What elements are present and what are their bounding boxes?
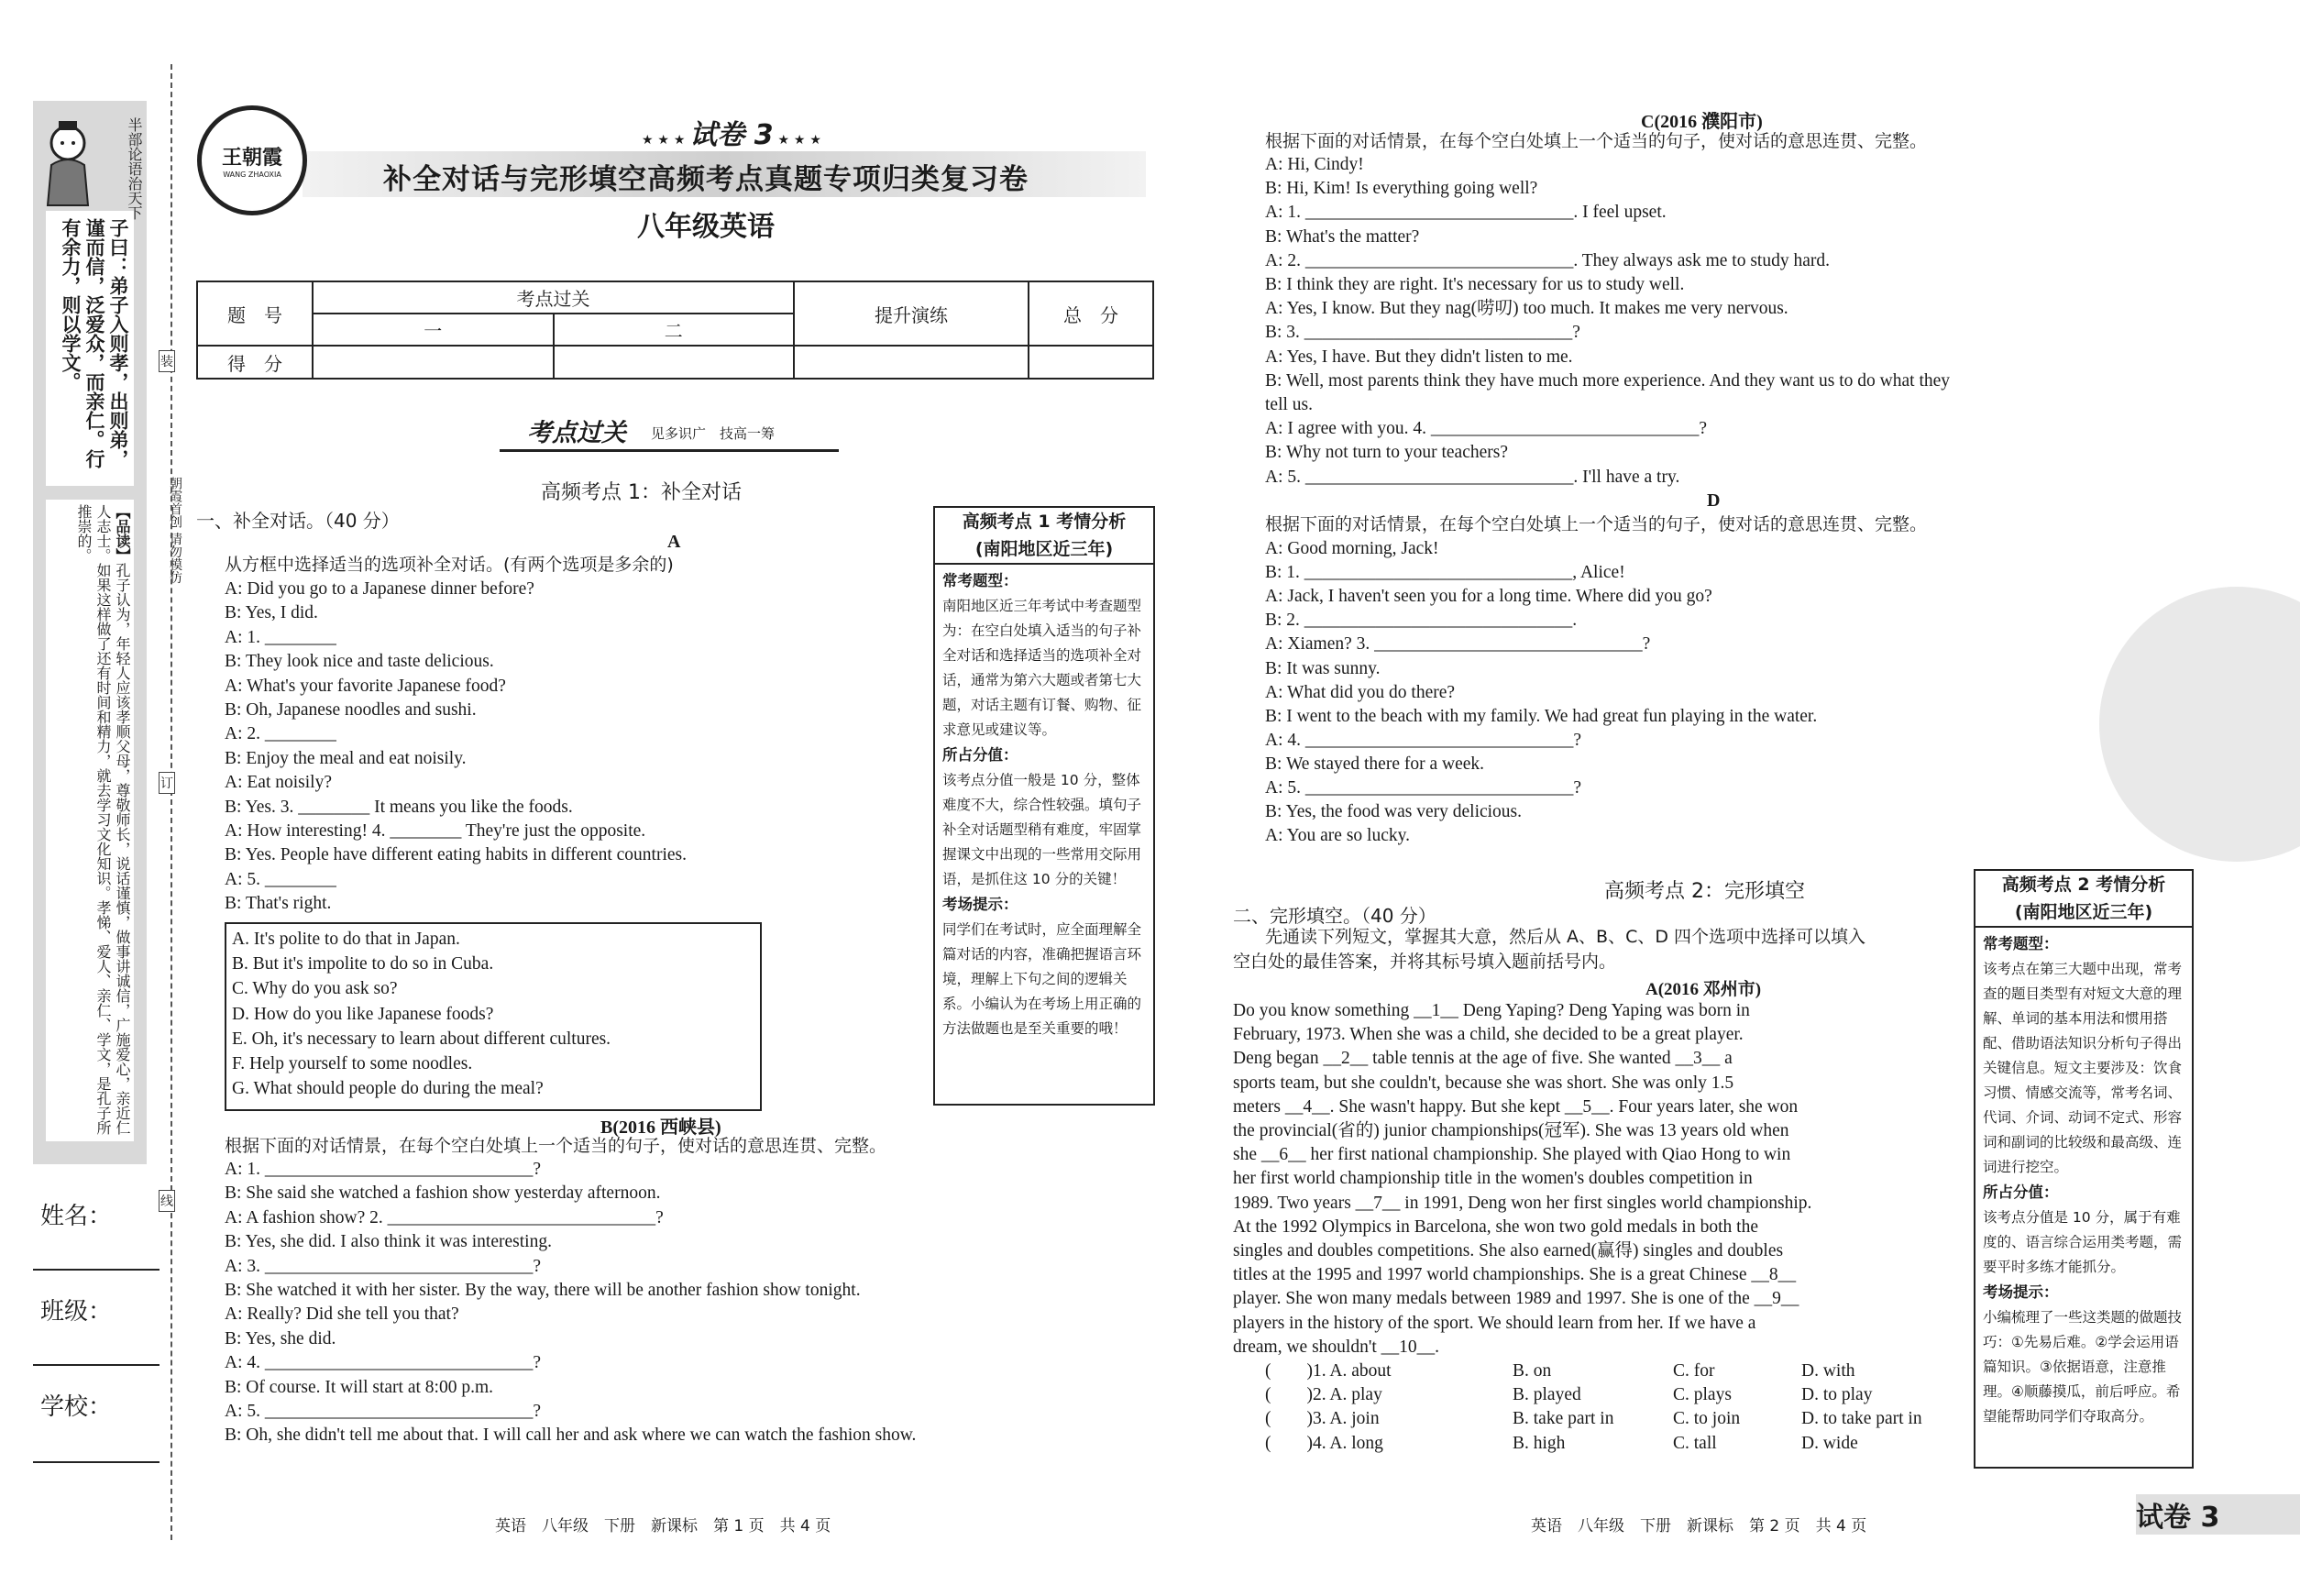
score-cell-3[interactable] [794,346,1029,379]
choice-option: C. plays [1673,1385,1732,1405]
analysis-2-p1: 该考点在第三大题中出现，常考查的题目类型有对短文大意的理解、单词的基本用法和惯用搭配、借助语法知识分析句子得出关键信息。短文主要涉及：饮食习惯、情感交流等，常考名词、代词、介词、动词不定式、形容词和副词的比较级和最高级、连词进行挖空。 [1983,961,2183,1175]
dialogue-line: B: Oh, she didn't tell me about that. I will call her and ask where we can watch the fashion show. [225,1425,917,1446]
dialogue-line: A: 2. ______________________________. They always ask me to study hard. [1265,250,1831,270]
choice-option: C. to join [1673,1409,1741,1429]
dialogue-line: B: That's right. [225,894,332,914]
dialogue-line: B: She watched it with her sister. By the way, there will be another fashion show tonight. [225,1281,861,1300]
dialogue-line: B: Yes, she did. [225,1328,336,1348]
dialogue-line: A: Yes, I know. But they nag(唠叨) too much. It makes me very nervous. [1265,299,1788,319]
part-a-label: A [667,532,681,552]
school-input-line[interactable] [33,1461,160,1463]
binding-mark-2: 订 [159,772,175,794]
analysis-box-1 [933,506,1155,1106]
dialogue-line: A: Hi, Cindy! [1265,155,1364,174]
section-2-instruction-2: 空白处的最佳答案，并将其标号填入题前括号内。 [1233,952,1617,972]
dialogue-line: A: 1. ______________________________? [225,1160,542,1179]
dialogue-line: B: Enjoy the meal and eat noisily. [225,748,467,768]
section-banner [500,411,839,452]
dialogue-line: A: 1. ________ [225,627,336,647]
passage-line: sports team, but she couldn't, because she was short. She was only 1.5 [1233,1073,1734,1093]
footer-page-2: 英语 八年级 下册 新课标 第 2 页 共 4 页 [1531,1517,1867,1535]
score-col-total: 总 分 [1029,281,1153,346]
dialogue-line: A: 4. ______________________________? [1265,730,1582,750]
choice-option: D. to take part in [1801,1409,1922,1429]
analysis-1-subtitle: (南阳地区近三年) [974,539,1114,559]
dialogue-line: B: We stayed there for a week. [1265,754,1485,774]
dialogue-line: A: What did you do there? [1265,682,1456,702]
dialogue-line: B: Yes. 3. ________ It means you like the foods. [225,797,573,817]
star-icon: ★ ★ ★ [773,133,821,148]
dialogue-line: B: Yes, she did. I also think it was interesting. [225,1232,552,1252]
banner-slogan: 见多识广 技高一筹 [651,425,776,442]
choice-option: C. tall [1673,1433,1717,1453]
option-item: E. Oh, it's necessary to learn about different cultures. [232,1029,611,1049]
dialogue-line: A: 5. ______________________________? [225,1402,542,1421]
dialogue-line: A: What's your favorite Japanese food? [225,676,506,696]
dialogue-line: tell us. [1265,395,1313,414]
analysis-2-p3: 小编梳理了一些这类题的做题技巧：①先易后难。②学会运用语篇知识。③依据语意，注意推理。④顺藤摸瓜，前后呼应。希望能帮助同学们夺取高分。 [1983,1309,2183,1425]
dialogue-line: B: Well, most parents think they have much more experience. And they want us to do what they [1265,370,1951,391]
page-subtitle: 八年级英语 [637,211,775,243]
passage-line: her first world championship title in the women's doubles competition in [1233,1169,1753,1189]
logo-subtext: WANG ZHAOXIA [223,171,281,179]
dialogue-line: A: Did you go to a Japanese dinner before? [225,579,534,599]
option-item: C. Why do you ask so? [232,979,398,999]
score-cell-1[interactable] [313,346,554,379]
part-b-label: B(2016 西峡县) [600,1117,721,1138]
choice-option: D. wide [1801,1433,1858,1453]
name-label: 姓名： [40,1203,113,1230]
score-row-label: 题 号 [197,281,313,346]
dialogue-line: A: 5. ______________________________? [1265,778,1582,798]
analysis-1-title: 高频考点 1 考情分析 [962,512,1127,532]
passage-line: At the 1992 Olympics in Barcelona, she won two gold medals in both the [1233,1216,1758,1237]
name-input-line[interactable] [33,1269,160,1271]
part-d-label: D [1707,490,1721,511]
score-table [196,281,1154,380]
star-icon: ★ ★ ★ [642,133,690,148]
score-col-1: 一 [313,314,554,346]
banner-main: 考点过关 [527,419,626,447]
analysis-2-title: 高频考点 2 考情分析 [2001,875,2166,895]
binding-mark-1: 装 [159,350,175,372]
dialogue-line: B: Oh, Japanese noodles and sushi. [225,700,477,720]
dialogue-line: A: Really? Did she tell you that? [225,1304,459,1325]
dialogue-line: A: Good morning, Jack! [1265,539,1439,558]
dialogue-line: B: Hi, Kim! Is everything going well? [1265,179,1538,199]
choice-option: D. with [1801,1361,1855,1381]
dialogue-line: B: Yes, the food was very delicious. [1265,802,1523,822]
choice-option: D. to play [1801,1385,1873,1405]
margin-note-copyright: 朝霞首创 请勿模仿 [168,477,182,584]
passage-line: she __6__ her first national championship. She played with Qiao Hong to win [1233,1145,1791,1165]
dialogue-line: A: 1. ______________________________. I feel upset. [1265,203,1667,223]
paper-tag [642,112,821,152]
passage-line: the provincial(省的) junior championships(冠军). She was 13 years old when [1233,1121,1789,1140]
logo-text: 王朝霞 [221,147,282,170]
class-input-line[interactable] [33,1364,160,1366]
confucius-icon [40,117,95,209]
passage-line: player. She won many medals between 1989 and 1997. She is one of the __9__ [1233,1289,1799,1309]
commentary-text [51,504,132,1146]
analysis-1-p1: 南阳地区近三年考试中考查题型为：在空白处填入适当的句子补全对话和选择适当的选项补全对话，通常为第六大题或者第七大题，对话主题有订餐、购物、征求意见或建议等。 [942,598,1142,738]
analysis-1-h1: 常考题型： [942,572,1018,589]
dialogue-line: A: 3. ______________________________? [225,1256,542,1276]
passage-line: singles and doubles competitions. She also earned(赢得) singles and doubles [1233,1241,1784,1260]
footer-page-1: 英语 八年级 下册 新课标 第 1 页 共 4 页 [495,1517,831,1535]
score-col-practice: 提升演练 [794,281,1029,346]
dialogue-line: B: They look nice and taste delicious. [225,652,494,672]
confucius-quote: 子曰：弟子入则孝，出则弟，谨而信，泛爱众，而亲仁。行有余力，则以学文。 [60,218,129,468]
choice-option: B. take part in [1513,1409,1614,1429]
score-col-2: 二 [554,314,795,346]
watermark-stamp [2099,587,2300,862]
section-2-heading: 二、完形填空。（40 分） [1233,905,1436,927]
binding-mark-3: 线 [159,1190,175,1212]
class-label: 班级： [40,1298,113,1326]
dialogue-line: A: A fashion show? 2. ______________________________? [225,1207,664,1227]
dialogue-line: A: How interesting! 4. ________ They're just the opposite. [225,821,646,841]
strip-top-label: 半部论语治天下 [126,117,143,220]
choice-option: B. on [1513,1361,1552,1381]
kaodian-2-title: 高频考点 2：完形填空 [1604,880,1805,903]
dialogue-line: A: You are so lucky. [1265,826,1410,846]
dialogue-line: B: Of course. It will start at 8:00 p.m. [225,1377,493,1397]
dialogue-line: B: Why not turn to your teachers? [1265,443,1508,463]
score-group-header: 考点过关 [313,281,794,314]
dialogue-line: B: I went to the beach with my family. We had great fun playing in the water. [1265,706,1818,726]
commentary-label: 【品读】 [114,504,131,563]
analysis-1-p3: 同学们在考试时，应全面理解全篇对话的内容，准确把握语言环境，理解上下句之间的逻辑关系。小编认为在考场上用正确的方法做题也是至关重要的哦！ [942,921,1142,1037]
score-cell-2[interactable] [554,346,795,379]
part-d-instruction: 根据下面的对话情景，在每个空白处填上一个适当的句子，使对话的意思连贯、完整。 [1265,514,1928,534]
analysis-2-h1: 常考题型： [1983,935,2059,952]
passage-line: Do you know something __1__ Deng Yaping? Deng Yaping was born in [1233,1001,1750,1020]
dialogue-line: A: Yes, I have. But they didn't listen to me. [1265,347,1573,367]
passage-line: meters __4__. She wasn't happy. But she kept __5__. Four years later, she won [1233,1096,1799,1117]
commentary-body: 孔子认为，年轻人应该孝顺父母，尊敬师长，说话谨慎，做事讲诚信，广施爱心，亲近仁人志士。如果这样做了还有时间和精力，就去学习文化知识。孝悌、爱人、亲仁、学文，是孔子所推崇的。 [75,504,131,1135]
choice-question[interactable]: ( )2. A. play [1265,1385,1382,1405]
dialogue-line: A: Eat noisily? [225,773,332,793]
analysis-2-subtitle: (南阳地区近三年) [2014,902,2153,922]
part-c-instruction: 根据下面的对话情景，在每个空白处填上一个适当的句子，使对话的意思连贯、完整。 [1265,131,1928,151]
dialogue-line: B: 1. ______________________________, Alice! [1265,563,1625,583]
analysis-1-h2: 所占分值： [942,746,1018,764]
page-title: 补全对话与完形填空高频考点真题专项归类复习卷 [383,163,1029,196]
option-item: A. It's polite to do that in Japan. [232,930,460,949]
dialogue-line: A: I agree with you. 4. ______________________________? [1265,419,1708,439]
passage-line: dream, we shouldn't __10__. [1233,1337,1440,1357]
dialogue-line: A: Jack, I haven't seen you for a long time. Where did you go? [1265,587,1712,607]
passage-line: players in the history of the sport. We should learn from her. If we have a [1233,1313,1756,1333]
choice-option: B. played [1513,1385,1581,1405]
dialogue-line: B: She said she watched a fashion show yesterday afternoon. [225,1183,661,1204]
score-row2-label: 得 分 [197,346,313,379]
dialogue-line: B: 2. ______________________________. [1265,611,1578,631]
analysis-1-h3: 考场提示： [942,896,1018,913]
school-label: 学校： [40,1393,113,1421]
dialogue-line: A: Xiamen? 3. ______________________________? [1265,634,1651,655]
dialogue-line: B: I think they are right. It's necessary for us to study well. [1265,275,1685,294]
kaodian-1-title: 高频考点 1：补全对话 [541,481,742,504]
dialogue-line: A: 2. ________ [225,724,336,744]
dialogue-line: A: 5. ______________________________. I'll have a try. [1265,467,1680,487]
dialogue-line: B: Yes. People have different eating habits in different countries. [225,845,688,865]
dialogue-line: B: 3. ______________________________? [1265,323,1580,343]
option-item: B. But it's impolite to do so in Cuba. [232,954,494,974]
analysis-2-p2: 该考点分值是 10 分，属于有难度的、语言综合运用类考题，需要平时多练才能抓分。 [1983,1209,2183,1275]
choice-option: B. high [1513,1433,1566,1453]
dialogue-line: B: It was sunny. [1265,658,1381,678]
choice-question[interactable]: ( )1. A. about [1265,1361,1392,1381]
analysis-1-p2: 该考点分值一般是 10 分，整体难度不大，综合性较强。填句子补全对话题型稍有难度，牢固掌握课文中出现的一些常用交际用语，是抓住这 10 分的关键！ [942,772,1142,887]
dialogue-line: B: What's the matter? [1265,226,1420,247]
passage-line: Deng began __2__ table tennis at the age of five. She wanted __3__ a [1233,1049,1733,1069]
part-c-label: C(2016 濮阳市) [1641,112,1763,132]
binding-line [171,64,172,1540]
analysis-box-2 [1974,869,2194,1469]
analysis-2-h2: 所占分值： [1983,1183,2059,1201]
dialogue-line: B: Yes, I did. [225,603,318,623]
corner-paper-tag: 试卷 3 [2136,1502,2220,1534]
part-b-instruction: 根据下面的对话情景，在每个空白处填上一个适当的句子，使对话的意思连贯、完整。 [225,1136,887,1156]
passage-label: A(2016 邓州市) [1645,980,1762,999]
choice-option: C. for [1673,1361,1715,1381]
option-item: F. Help yourself to some noodles. [232,1054,473,1073]
passage-line: 1989. Two years __7__ in 1991, Deng won her first singles world championship. [1233,1193,1812,1213]
option-item: G. What should people do during the meal? [232,1079,544,1099]
section-1-heading: 一、补全对话。（40 分） [196,510,400,532]
choice-question[interactable]: ( )4. A. long [1265,1433,1383,1453]
option-item: D. How do you like Japanese foods? [232,1004,494,1024]
part-a-instruction: 从方框中选择适当的选项补全对话。(有两个选项是多余的) [225,555,674,575]
passage-line: February, 1973. When she was a child, she decided to be a great player. [1233,1025,1744,1045]
paper-tag-text: 试卷 3 [689,119,774,151]
analysis-2-h3: 考场提示： [1983,1283,2059,1301]
score-cell-4[interactable] [1029,346,1153,379]
passage-line: titles at the 1995 and 1997 world championships. She is a great Chinese __8__ [1233,1265,1797,1285]
section-2-instruction-1: 先通读下列短文，掌握其大意，然后从 A、B、C、D 四个选项中选择可以填入 [1265,927,1866,947]
choice-question[interactable]: ( )3. A. join [1265,1409,1380,1429]
dialogue-line: A: 5. ________ [225,869,336,889]
dialogue-line: A: 4. ______________________________? [225,1353,542,1373]
